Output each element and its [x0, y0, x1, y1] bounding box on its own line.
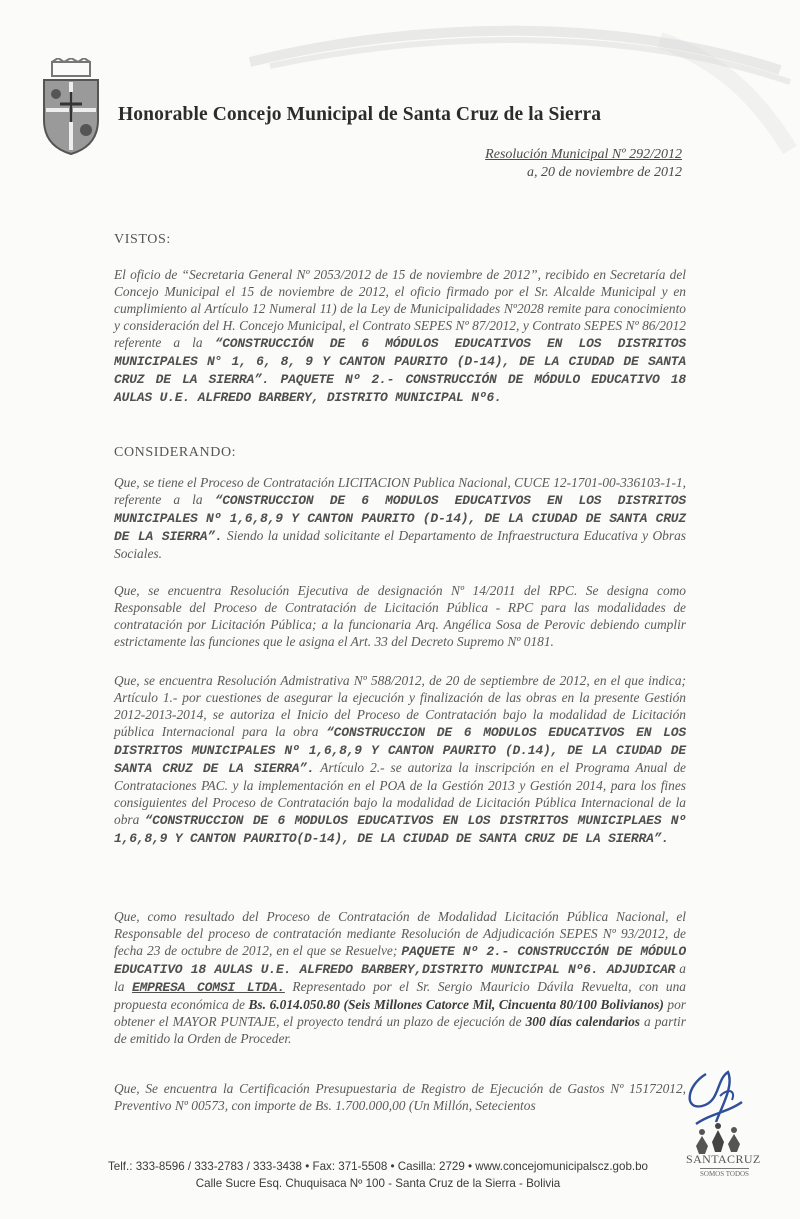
c4-bold-1: PAQUETE Nº 2.- CONSTRUCCIÓN DE MÓDULO EDUCATIVO 18 AULAS U.E. ALFREDO BARBERY,DISTRITO MUNICIPAL Nº6. ADJUDICAR: [114, 944, 686, 977]
footer-address: Calle Sucre Esq. Chuquisaca Nº 100 - Santa Cruz de la Sierra - Bolivia: [195, 1177, 561, 1190]
c4-mayor-puntaje: MAYOR PUNTAJE: [172, 1014, 277, 1029]
c4-amount: Bs. 6.014.050.80: [248, 997, 340, 1012]
logo-name: SANTACRUZ: [686, 1152, 761, 1166]
c4-company-name: EMPRESA COMSI LTDA.: [131, 980, 285, 995]
considerando-paragraph-5: [114, 1080, 686, 1114]
council-name: Honorable Concejo Municipal de Santa Cruz de la Sierra: [118, 104, 602, 125]
c4-amount-words: (Seis Millones Catorce Mil, Cincuenta 80/100 Bolivianos): [343, 997, 664, 1012]
considerando-paragraph-3: [114, 672, 686, 847]
resolution-block: [485, 146, 682, 182]
c2-text-1: Que, se encuentra Resolución Ejecutiva de designación Nº 14/2011 del RPC. Se designa como Responsable del Proceso de Contratación de Licitación Pública - RPC para las modalidades de contratación por Licitación Pública; a la funcionaria Arq. Angélica Sosa de Perovic debiendo cumplir estrictamente las funciones que le asigna el Art. 33 del Decreto Supremo Nº 0181.: [114, 583, 686, 649]
c4-text-5: por obtener el: [114, 997, 686, 1029]
considerando-heading: CONSIDERANDO:: [114, 445, 237, 460]
resolution-date: a, 20 de noviembre de 2012: [527, 165, 682, 180]
vistos-heading: VISTOS:: [114, 232, 171, 247]
c3-bold-2: “CONSTRUCCION DE 6 MODULOS EDUCATIVOS EN LOS DISTRITOS MUNICIPLAES Nº 1,6,8,9 Y CANTON PAURITO(D-14), DE LA CIUDAD DE SANTA CRUZ DE LA SIERRA”.: [114, 813, 686, 846]
c4-text-3: Representado por el Sr. Sergio Mauricio Dávila Revuelta, con una propuesta económica de: [114, 979, 686, 1012]
footer-contact: Telf.: 333-8596 / 333-2783 / 333-3438 • Fax: 371-5508 • Casilla: 2729 • www.concejomunicipalscz.gob.bo: [107, 1160, 649, 1173]
resolution-title: Resolución Municipal Nº 292/2012: [485, 147, 682, 162]
c3-text-2: Artículo 2.- se autoriza la inscripción en el Programa Anual de Contrataciones PAC. y la implementación en el POA de la Gestión 2013 y Gestión 2014, para los fines consiguientes del Proceso de Contratación bajo la modalidad de Licitación Pública Internacional de la obra: [114, 760, 686, 827]
coat-of-arms-icon: [38, 58, 104, 158]
vistos-text-1: El oficio de “Secretaria General Nº 2053/2012 de 15 de noviembre de 2012”, recibido en Secretaría del Concejo Municipal el 15 de noviembre de 2012, el oficio firmado por el Sr. Alcalde Municipal y en cumplimiento al Artículo 12 Numeral 11) de la Ley de Municipalidades Nº2028 remite para conocimiento y consideración del H. Concejo Municipal, el Contrato SEPES Nº 87/2012, y Contrato SEPES Nº 86/2012 referente a la: [114, 267, 686, 350]
c1-text-2: Siendo la unidad solicitante el Departamento de Infraestructura Educativa y Obras Sociales.: [114, 528, 686, 561]
logo-tagline: SOMOS TODOS: [700, 1170, 749, 1178]
c5-text-1: Que, Se encuentra la Certificación Presupuestaria de Registro de Ejecución de Gastos Nº 15172012, Preventivo Nº 00573, con importe de Bs. 1.700.000,00 (Un Millón, Setecientos: [114, 1081, 686, 1113]
vistos-bold-1: “CONSTRUCCIÓN DE 6 MÓDULOS EDUCATIVOS EN LOS DISTRITOS MUNICIPALES N° 1, 6, 8, 9 Y CANTON PAURITO (D-14), DE LA CIUDAD DE SANTA CRUZ DE LA SIERRA”.: [114, 336, 686, 387]
c1-text-1: Que, se tiene el Proceso de Contratación LICITACION Publica Nacional, CUCE 12-1701-00-336103-1-1, referente a la: [114, 475, 686, 507]
c4-days: 300 días calendarios: [525, 1014, 640, 1029]
considerando-paragraph-2: [114, 582, 686, 650]
c4-text-6: , el proyecto tendrá un plazo de ejecución de: [276, 1014, 526, 1029]
c3-bold-1: “CONSTRUCCION DE 6 MODULOS EDUCATIVOS EN LOS DISTRITOS MUNICIPALES Nº 1,6,8,9 Y CANTON PAURITO (D.14), DE LA CIUDAD DE SANTA CRUZ DE LA SIERRA”.: [114, 725, 686, 776]
c4-text-7: a partir de emitido la Orden de Proceder.: [114, 1014, 686, 1046]
considerando-paragraph-1: [114, 474, 686, 562]
c4-text-1: Que, como resultado del Proceso de Contratación de Modalidad Licitación Pública Nacional, el Responsable del proceso de contratación mediante Resolución de Adjudicación SEPES Nº 93/2012, de fecha 23 de octubre de 2012, en el que se Resuelve;: [114, 909, 686, 958]
c4-text-2: a la: [114, 961, 686, 994]
vistos-text-2: PAQUETE Nº 2.- CONSTRUCCIÓN DE MÓDULO EDUCATIVO 18 AULAS U.E. ALFREDO BARBERY, DISTRITO MUNICIPAL Nº6.: [114, 372, 686, 405]
considerando-paragraph-4: [114, 908, 686, 1047]
vistos-paragraph: [114, 266, 686, 406]
c1-bold-1: “CONSTRUCCION DE 6 MODULOS EDUCATIVOS EN LOS DISTRITOS MUNICIPALES Nº 1,6,8,9 Y CANTON PAURITO (D-14), DE LA CIUDAD DE SANTA CRUZ DE LA SIERRA”.: [114, 493, 686, 544]
c3-text-1: Que, se encuentra Resolución Admistrativa Nº 588/2012, de 20 de septiembre de 2012, en el que indica; Artículo 1.- por cuestiones de asegurar la ejecución y finalización de las obras en la presente Gestión 2012-2013-2014, se autoriza el Inicio del Proceso de Contratación bajo la modalidad de Licitación pública Internacional para la obra: [114, 673, 686, 739]
